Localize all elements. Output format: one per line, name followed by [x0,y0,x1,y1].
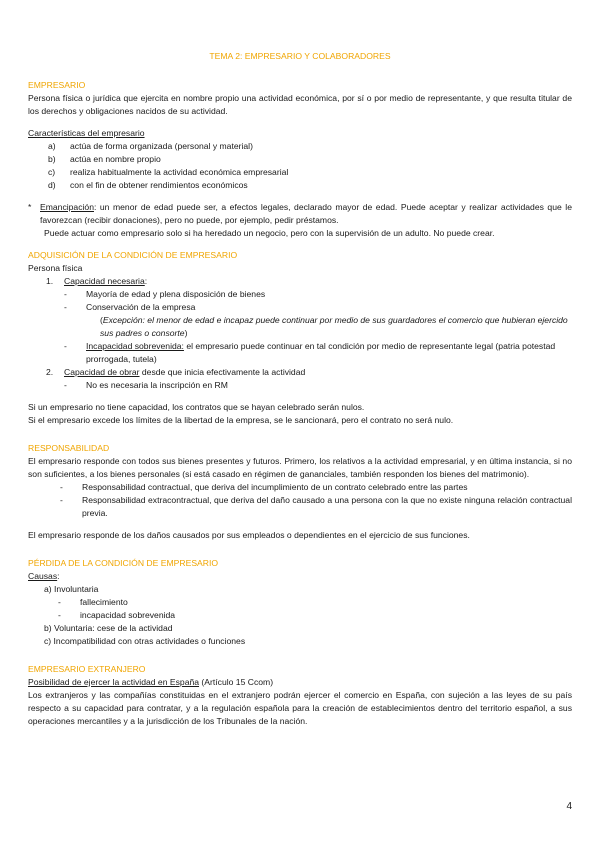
subheading-posibilidad: Posibilidad de ejercer la actividad en España (Artículo 15 Ccom) [28,677,274,687]
list-item: 1. Capacidad necesaria: [46,276,148,286]
emancipation-note-2: Puede actuar como empresario solo si ha heredado un negocio, pero con la supervisión de un adulto. No puede crear. [44,228,495,238]
list-item: a) actúa de forma organizada (personal y material) [48,141,253,151]
emancipation-term: Emancipación [40,202,94,212]
list-item: - Responsabilidad contractual, que deriva del incumplimiento de un contrato celebrado entre las partes [60,482,468,492]
emancipation-note: * Emancipación: un menor de edad puede ser, a efectos legales, declarado mayor de edad. Puede aceptar y realizar actividades que le favorezcan (recibir donaciones), pero no puede, por ejemplo, pedir préstamos. [28,202,572,225]
section-heading-perdida: PÉRDIDA DE LA CONDICIÓN DE EMPRESARIO [28,558,219,568]
section-heading-extranjero: EMPRESARIO EXTRANJERO [28,664,146,674]
paragraph: El empresario responde de los daños causados por sus empleados o dependientes en el ejercicio de sus funciones. [28,530,470,540]
list-item: b) actúa en nombre propio [48,154,161,164]
section-heading-adquisicion: ADQUISICIÓN DE LA CONDICIÓN DE EMPRESARIO [28,250,238,260]
characteristics-list [28,140,572,192]
list-item: - Incapacidad sobrevenida: el empresario puede continuar en tal condición por medio de representante legal (patria potestad prorrogada, tutela) [64,341,556,364]
list-item: c) realiza habitualmente la actividad económica empresarial [48,167,289,177]
list-item: b) Voluntaria: cese de la actividad [44,623,173,633]
list-item: - Responsabilidad extracontractual, que deriva del daño causado a una persona con la que no existe ninguna relación contractual previa. [60,495,572,518]
subheading-persona-fisica: Persona física [28,263,83,273]
list-item: a) Involuntaria [44,584,99,594]
characteristics-title: Características del empresario [28,128,145,138]
list-item: c) Incompatibilidad con otras actividades o funciones [44,636,246,646]
section-heading-responsabilidad: RESPONSABILIDAD [28,443,110,453]
list-item: - incapacidad sobrevenida [58,610,176,620]
list-item: d) con el fin de obtener rendimientos económicos [48,180,248,190]
list-item: - Conservación de la empresa [64,302,196,312]
section-heading-empresario: EMPRESARIO [28,80,86,90]
paragraph: El empresario responde con todos sus bienes presentes y futuros. Primero, los relativos a la actividad empresarial, y en última instancia, si no son suficientes, a los bienes personales (si está casado en régimen de gananciales, también responden los bienes del matrimonio). [28,456,572,479]
paragraph: Si el empresario excede los límites de la libertad de la empresa, se le sancionará, pero el contrato no será nulo. [28,415,454,425]
list-item: - fallecimiento [58,597,128,607]
causas-label: Causas: [28,571,60,581]
paragraph: Los extranjeros y las compañías constituidas en el extranjero podrán ejercer el comercio en España, con sujeción a las leyes de su país respecto a su capacidad para contratar, y a la regulación española para la creación de establecimientos dentro del territorio español, a sus operaciones mercantiles y a la jurisdicción de los Tribunales de la nación. [28,690,572,726]
list-item: 2. Capacidad de obrar desde que inicia efectivamente la actividad [46,367,306,377]
definition-paragraph: Persona física o jurídica que ejercita en nombre propio una actividad económica, por sí o por medio de representante, y que resulta titular de los derechos y obligaciones nacidos de su actividad. [28,93,572,116]
page-number: 4 [566,801,572,812]
page-title: TEMA 2: EMPRESARIO Y COLABORADORES [209,51,391,61]
exception-note: (Excepción: el menor de edad e incapaz puede continuar por medio de sus guardadores el comercio que hubieran ejercido sus padres o consorte) [100,315,568,338]
list-item: - No es necesaria la inscripción en RM [64,380,228,390]
list-item: - Mayoría de edad y plena disposición de bienes [64,289,266,299]
paragraph: Si un empresario no tiene capacidad, los contratos que se hayan celebrado serán nulos. [28,402,365,412]
